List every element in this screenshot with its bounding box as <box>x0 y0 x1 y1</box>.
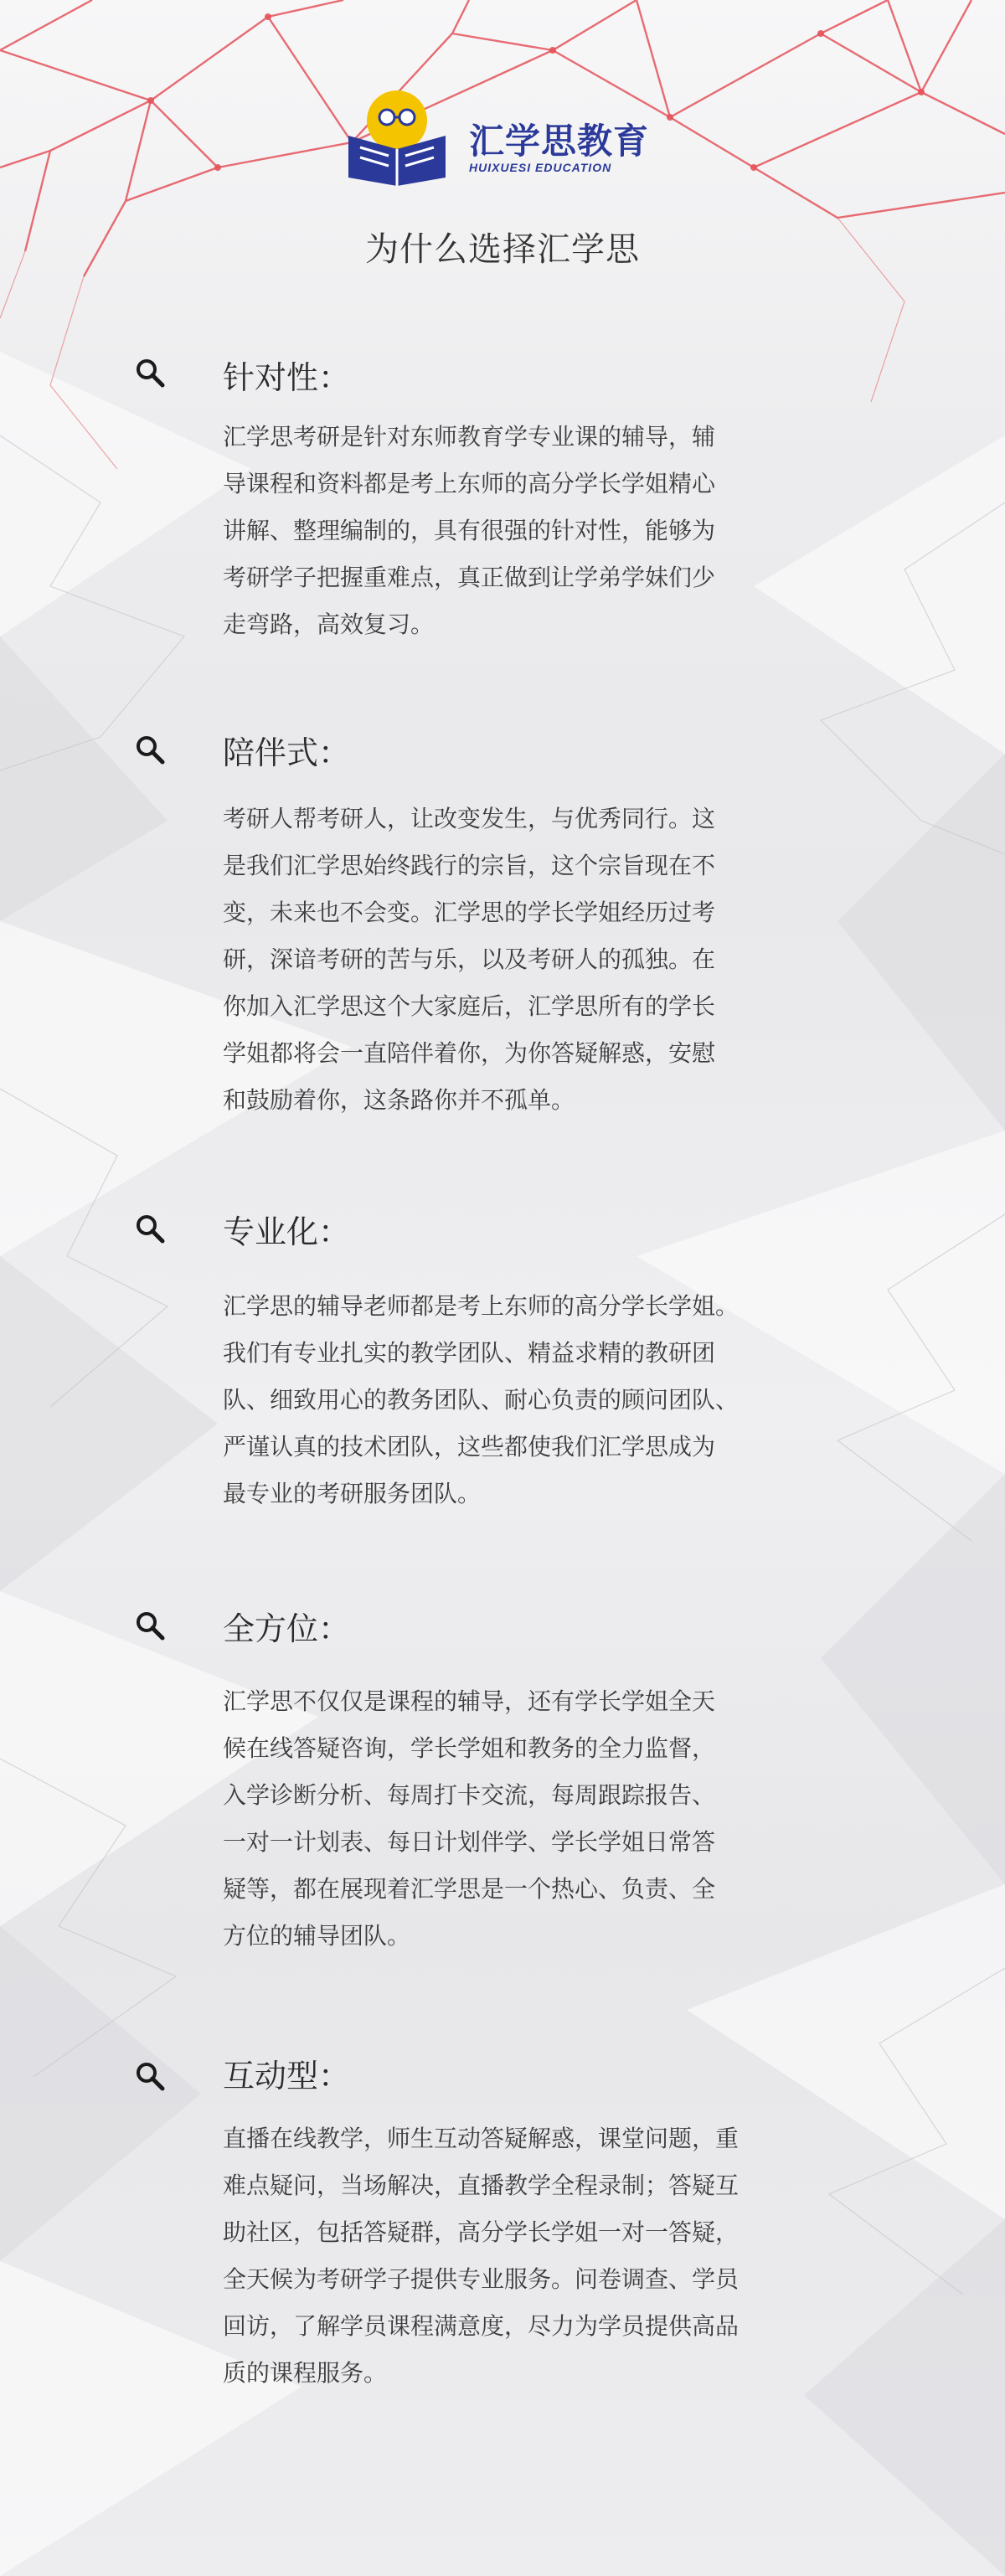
brand-name-en: HUIXUESI EDUCATION <box>469 161 612 174</box>
section-heading: 全方位： <box>223 1610 351 1647</box>
section-heading: 陪伴式： <box>223 734 351 771</box>
body-line: 考研学子把握重难点，真正做到让学弟学妹们少 <box>223 564 716 591</box>
body-line: 是我们汇学思始终践行的宗旨，这个宗旨现在不 <box>223 852 716 879</box>
body-line: 导课程和资料都是考上东师的高分学长学姐精心 <box>223 470 716 497</box>
section-body <box>223 414 814 648</box>
body-line: 变，未来也不会变。汇学思的学长学姐经历过考 <box>223 899 716 926</box>
body-line: 汇学思不仅仅是课程的辅导，还有学长学姐全天 <box>223 1687 716 1715</box>
section-body <box>223 1678 814 1960</box>
search-icon <box>134 2060 168 2094</box>
body-line: 汇学思的辅导老师都是考上东师的高分学长学姐。 <box>223 1292 740 1320</box>
body-line: 入学诊断分析、每周打卡交流，每周跟踪报告、 <box>223 1781 716 1809</box>
section-body <box>223 2115 814 2397</box>
body-line: 一对一计划表、每日计划伴学、学长学姐日常答 <box>223 1828 716 1856</box>
section-heading: 互动型： <box>223 2058 351 2094</box>
body-line: 讲解、整理编制的，具有很强的针对性，能够为 <box>223 517 716 544</box>
search-icon <box>134 734 168 767</box>
body-line: 回访，了解学员课程满意度，尽力为学员提供高品 <box>223 2312 740 2340</box>
body-line: 候在线答疑咨询，学长学姐和教务的全力监督， <box>223 1734 716 1762</box>
body-line: 研，深谙考研的苦与乐，以及考研人的孤独。在 <box>223 945 716 973</box>
body-line: 疑等，都在展现着汇学思是一个热心、负责、全 <box>223 1875 716 1903</box>
brand-name: 汇学思教育 <box>469 121 650 162</box>
body-line: 严谨认真的技术团队，这些都使我们汇学思成为 <box>223 1433 716 1461</box>
body-line: 我们有专业扎实的教学团队、精益求精的教研团 <box>223 1339 716 1367</box>
body-line: 汇学思考研是针对东师教育学专业课的辅导，辅 <box>223 423 716 451</box>
brand-logo <box>345 87 663 186</box>
search-icon <box>134 1213 168 1246</box>
body-line: 全天候为考研学子提供专业服务。问卷调查、学员 <box>223 2265 740 2293</box>
section-body <box>223 1283 814 1517</box>
section-heading: 针对性： <box>223 359 351 396</box>
body-line: 走弯路，高效复习。 <box>223 611 435 638</box>
section-body <box>223 796 814 1124</box>
body-line: 助社区，包括答疑群，高分学长学姐一对一答疑， <box>223 2218 740 2246</box>
body-line: 和鼓励着你，这条路你并不孤单。 <box>223 1086 575 1114</box>
body-line: 考研人帮考研人，让改变发生，与优秀同行。这 <box>223 805 716 832</box>
body-line: 队、细致用心的教务团队、耐心负责的顾问团队、 <box>223 1386 740 1414</box>
search-icon <box>134 1610 168 1643</box>
body-line: 直播在线教学，师生互动答疑解惑，课堂问题，重 <box>223 2125 740 2152</box>
book-owl-logo-icon <box>345 87 449 186</box>
page-title: 为什么选择汇学思 <box>365 230 640 269</box>
body-line: 最专业的考研服务团队。 <box>223 1480 482 1507</box>
body-line: 难点疑问，当场解决，直播教学全程录制；答疑互 <box>223 2172 740 2199</box>
search-icon <box>134 357 168 390</box>
body-line: 质的课程服务。 <box>223 2359 388 2387</box>
body-line: 你加入汇学思这个大家庭后，汇学思所有的学长 <box>223 992 716 1020</box>
body-line: 方位的辅导团队。 <box>223 1922 411 1950</box>
section-heading: 专业化： <box>223 1213 351 1250</box>
body-line: 学姐都将会一直陪伴着你，为你答疑解惑，安慰 <box>223 1039 716 1067</box>
